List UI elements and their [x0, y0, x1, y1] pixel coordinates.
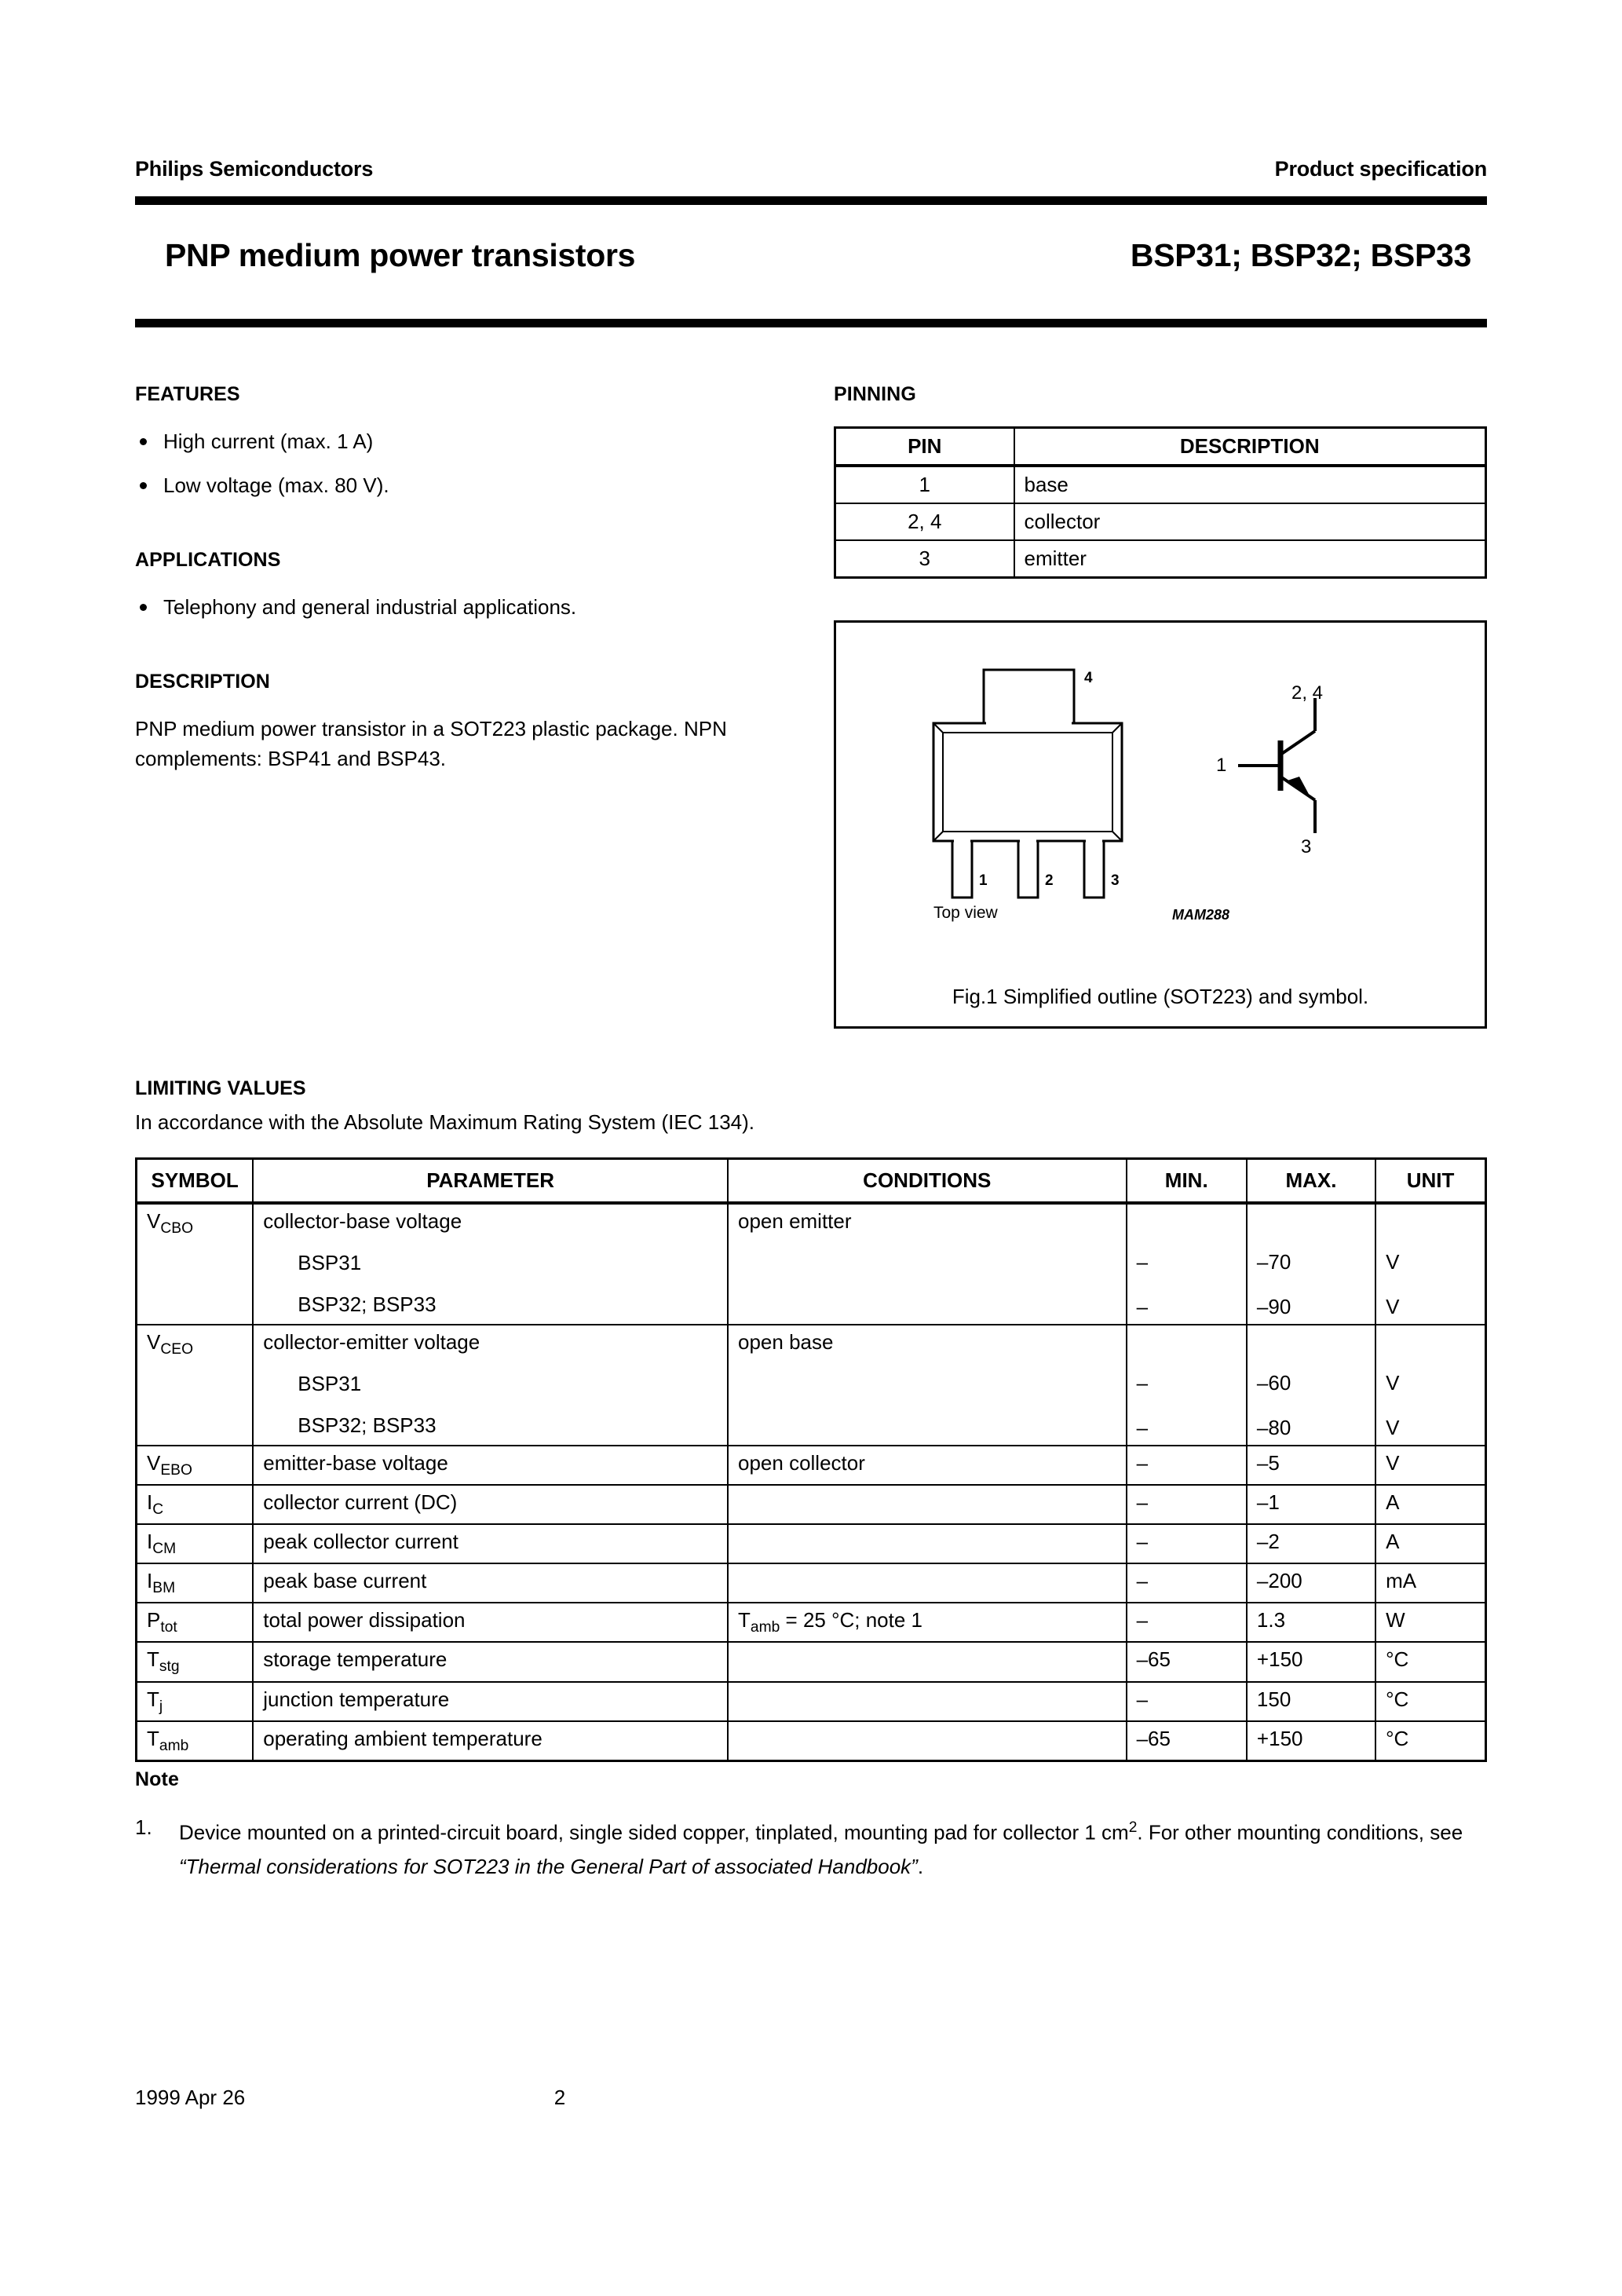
list-item: Low voltage (max. 80 V). [135, 470, 755, 500]
table-row [835, 540, 1486, 578]
row-conditions [728, 1682, 1127, 1721]
row-min: – [1127, 1446, 1247, 1485]
row-min: – – [1127, 1325, 1247, 1446]
row-conditions [728, 1485, 1127, 1524]
limiting-values-heading: LIMITING VALUES [135, 1077, 306, 1099]
row-unit: V V [1375, 1325, 1485, 1446]
note-number: 1. [135, 1815, 152, 1839]
applications-list [135, 592, 755, 622]
row-symbol: $T_j$ [137, 1682, 254, 1721]
table-row [137, 1485, 1486, 1524]
symbol-collector-label: 2, 4 [1291, 682, 1324, 704]
header-rule-top [135, 196, 1487, 205]
column-header-min: MIN. [1127, 1159, 1247, 1203]
figure-1-box [834, 620, 1487, 1029]
pin-description: base [1014, 466, 1486, 503]
table-row [137, 1524, 1486, 1563]
outline-pin4-label: 4 [1084, 670, 1093, 686]
row-max: –70 –90 [1247, 1203, 1375, 1325]
row-parameter: storage temperature [253, 1642, 728, 1681]
pin-number: 2, 4 [835, 503, 1014, 540]
company-name: Philips Semiconductors [135, 157, 374, 181]
row-conditions [728, 1524, 1127, 1563]
column-header-max: MAX. [1247, 1159, 1375, 1203]
row-symbol: $I_C$ [137, 1485, 254, 1524]
column-header-description: DESCRIPTION [1014, 428, 1486, 466]
row-symbol: $I_{CM}$ [137, 1524, 254, 1563]
row-max: +150 [1247, 1642, 1375, 1681]
column-header-conditions: CONDITIONS [728, 1159, 1127, 1203]
row-symbol: $V_{CEO}$ [137, 1325, 254, 1446]
row-max: –200 [1247, 1563, 1375, 1603]
page-title: PNP medium power transistors [165, 237, 636, 273]
limiting-values-table [135, 1157, 1487, 1762]
row-min: –65 [1127, 1642, 1247, 1681]
table-row [137, 1721, 1486, 1761]
table-row [835, 503, 1486, 540]
row-symbol: $T_{stg}$ [137, 1642, 254, 1681]
sot223-outline-and-symbol-drawing [836, 623, 1485, 984]
table-row [137, 1203, 1486, 1325]
applications-heading: APPLICATIONS [135, 549, 281, 571]
table-header-row [137, 1159, 1486, 1203]
outline-pin2-label: 2 [1045, 872, 1054, 889]
table-row [137, 1642, 1486, 1681]
row-parameter: collector-emitter voltage BSP31 BSP32; BSP33 [253, 1325, 728, 1446]
pin-description: emitter [1014, 540, 1486, 578]
pin-number: 1 [835, 466, 1014, 503]
row-conditions: $T_{amb} = 25$ °C; note 1 [728, 1603, 1127, 1642]
column-header-pin: PIN [835, 428, 1014, 466]
pin-description: collector [1014, 503, 1486, 540]
row-symbol: $V_{EBO}$ [137, 1446, 254, 1485]
row-conditions [728, 1563, 1127, 1603]
row-parameter: peak collector current [253, 1524, 728, 1563]
note-text: Device mounted on a printed-circuit board, single sided copper, tinplated, mounting pad for collector 1 $cm^2$. For other mounting conditions, see “Thermal considerations for SOT223 in the General Part of associated Handbook”. [179, 1819, 1463, 1878]
pin-number: 3 [835, 540, 1014, 578]
row-conditions: open emitter [728, 1203, 1127, 1325]
list-item: High current (max. 1 A) [135, 426, 755, 456]
row-max: –1 [1247, 1485, 1375, 1524]
row-unit: mA [1375, 1563, 1485, 1603]
table-row [137, 1446, 1486, 1485]
table-row [137, 1563, 1486, 1603]
table-row [137, 1325, 1486, 1446]
row-min: – – [1127, 1203, 1247, 1325]
row-unit: °C [1375, 1682, 1485, 1721]
table-header-row [835, 428, 1486, 466]
features-list [135, 426, 755, 500]
outline-pin1-label: 1 [979, 872, 988, 889]
figure-caption: Fig.1 Simplified outline (SOT223) and symbol. [952, 985, 1369, 1008]
row-max: –5 [1247, 1446, 1375, 1485]
row-unit: °C [1375, 1721, 1485, 1761]
row-conditions: open base [728, 1325, 1127, 1446]
left-column [135, 383, 755, 773]
pinning-heading: PINNING [834, 383, 916, 405]
document-type: Product specification [1274, 157, 1487, 181]
row-max: 1.3 [1247, 1603, 1375, 1642]
row-unit: A [1375, 1485, 1485, 1524]
column-header-symbol: SYMBOL [137, 1159, 254, 1203]
row-unit: A [1375, 1524, 1485, 1563]
row-parameter: collector-base voltage BSP31 BSP32; BSP33 [253, 1203, 728, 1325]
row-min: – [1127, 1563, 1247, 1603]
row-min: – [1127, 1682, 1247, 1721]
description-text: PNP medium power transistor in a SOT223 plastic package. NPN complements: BSP41 and BSP43. [135, 717, 727, 770]
row-unit: V V [1375, 1203, 1485, 1325]
limiting-values-subtitle: In accordance with the Absolute Maximum Rating System (IEC 134). [135, 1110, 755, 1134]
row-max: +150 [1247, 1721, 1375, 1761]
features-heading: FEATURES [135, 383, 240, 405]
row-parameter: collector current (DC) [253, 1485, 728, 1524]
row-conditions [728, 1721, 1127, 1761]
row-min: – [1127, 1524, 1247, 1563]
row-min: – [1127, 1485, 1247, 1524]
table-row [835, 466, 1486, 503]
header-rule-bottom [135, 319, 1487, 327]
column-header-unit: UNIT [1375, 1159, 1485, 1203]
row-symbol: $I_{BM}$ [137, 1563, 254, 1603]
row-symbol: $P_{tot}$ [137, 1603, 254, 1642]
right-column [834, 383, 1487, 579]
note-heading: Note [135, 1768, 179, 1790]
figure-code-label: MAM288 [1172, 907, 1230, 923]
row-conditions [728, 1642, 1127, 1681]
table-row [137, 1682, 1486, 1721]
pinning-table [834, 426, 1487, 579]
row-symbol: $T_{amb}$ [137, 1721, 254, 1761]
title-row [165, 237, 1487, 274]
page-header [135, 157, 1487, 181]
list-item: Telephony and general industrial applications. [135, 592, 755, 622]
description-heading: DESCRIPTION [135, 671, 270, 693]
row-unit: °C [1375, 1642, 1485, 1681]
symbol-emitter-label: 3 [1301, 836, 1312, 857]
row-unit: V [1375, 1446, 1485, 1485]
row-parameter: operating ambient temperature [253, 1721, 728, 1761]
table-row [137, 1603, 1486, 1642]
row-max: –2 [1247, 1524, 1375, 1563]
row-unit: W [1375, 1603, 1485, 1642]
row-max: –60 –80 [1247, 1325, 1375, 1446]
row-parameter: emitter-base voltage [253, 1446, 728, 1485]
row-min: – [1127, 1603, 1247, 1642]
footer-page-number: 2 [553, 2086, 566, 2109]
row-parameter: peak base current [253, 1563, 728, 1603]
row-min: –65 [1127, 1721, 1247, 1761]
symbol-base-label: 1 [1216, 755, 1227, 776]
top-view-label: Top view [933, 904, 998, 922]
row-parameter: junction temperature [253, 1682, 728, 1721]
row-conditions: open collector [728, 1446, 1127, 1485]
outline-pin3-label: 3 [1111, 872, 1120, 889]
note-list [135, 1811, 1487, 1884]
column-header-parameter: PARAMETER [253, 1159, 728, 1203]
row-max: 150 [1247, 1682, 1375, 1721]
row-parameter: total power dissipation [253, 1603, 728, 1642]
part-numbers: BSP31; BSP32; BSP33 [1130, 237, 1471, 273]
row-symbol: $V_{CBO}$ [137, 1203, 254, 1325]
footer-date: 1999 Apr 26 [135, 2086, 246, 2109]
